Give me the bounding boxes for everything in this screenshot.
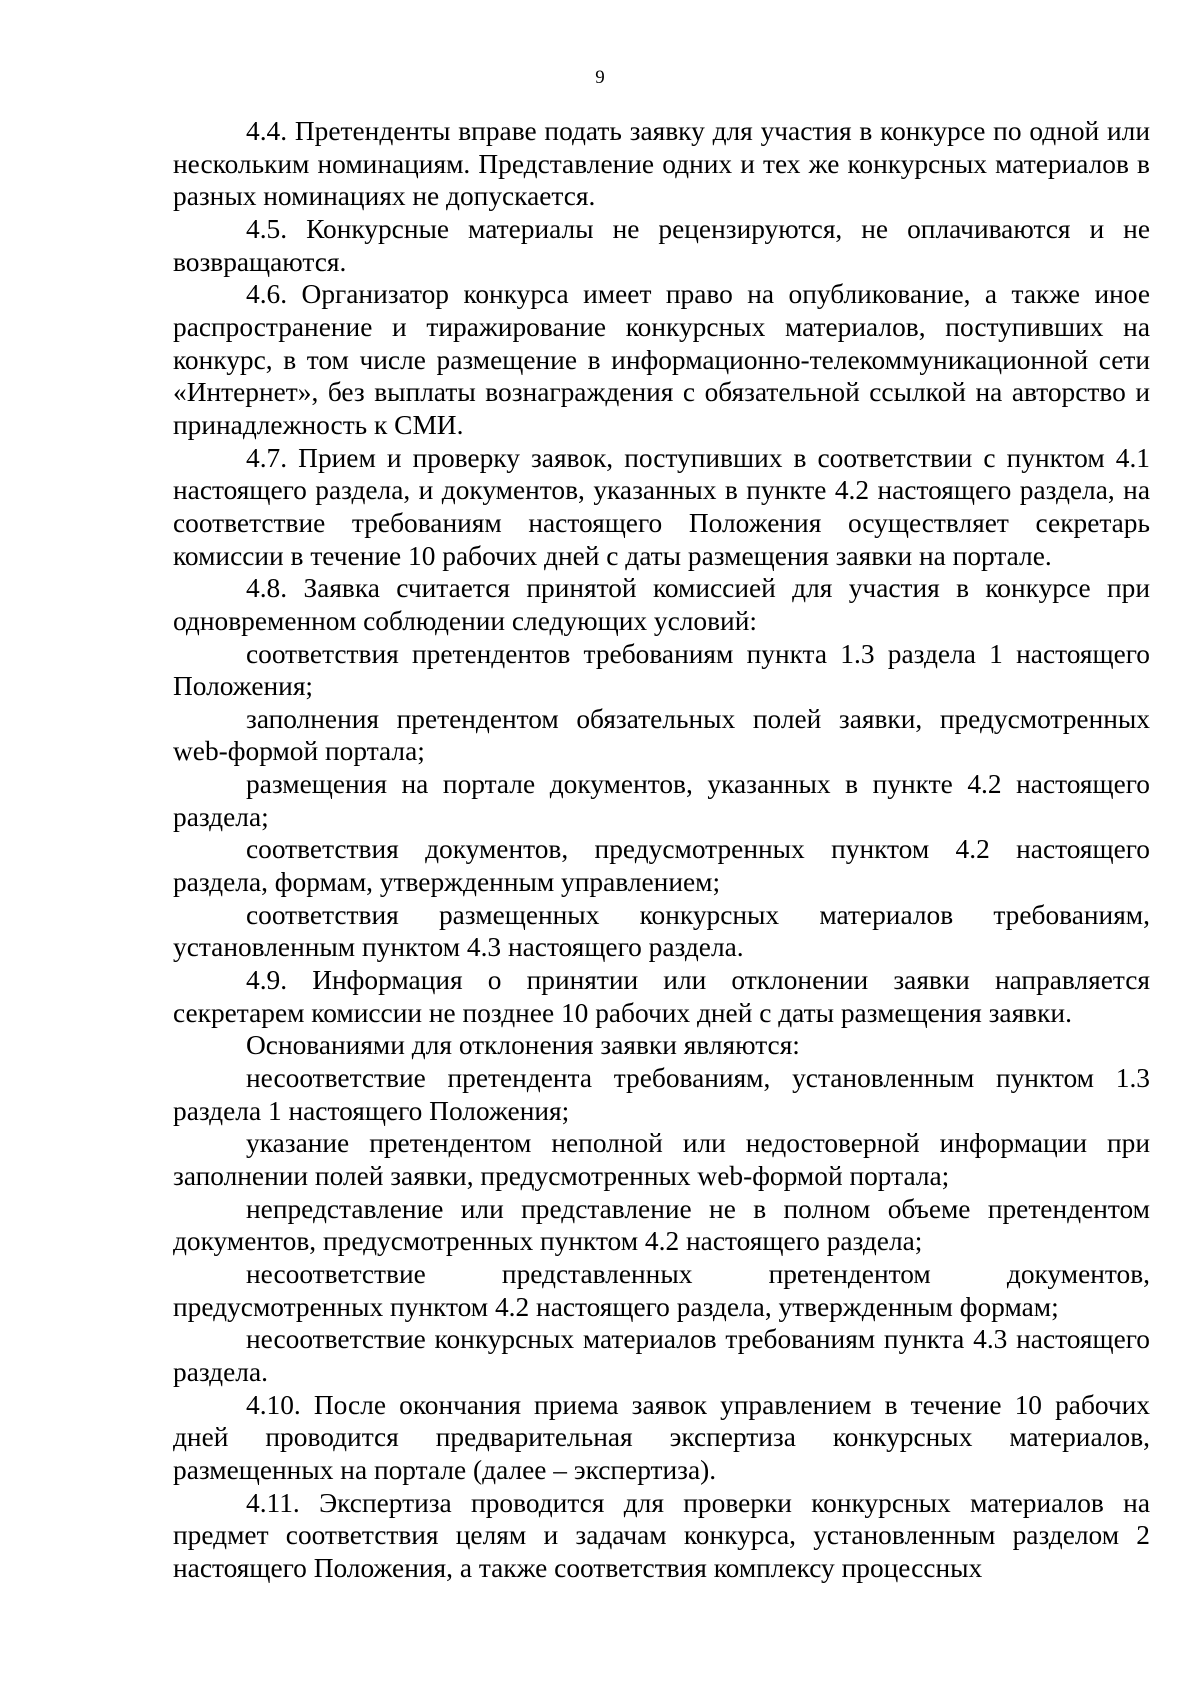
rejection-grounds-intro: Основаниями для отклонения заявки являются:: [246, 1030, 800, 1061]
condition-item: соответствия размещенных конкурсных материалов требованиям, установленным пунктом 4.3 настоящего раздела.: [173, 899, 1150, 963]
paragraph-4-6: 4.6. Организатор конкурса имеет право на опубликование, а также иное распространение и тиражирование конкурсных материалов, поступивших на конкурс, в том числе размещение в информационно-телекоммуникационной сети «Интернет», без выплаты вознаграждения с обязательной ссылкой на авторство и принадлежность к СМИ.: [173, 279, 1150, 440]
condition-item: размещения на портале документов, указанных в пункте 4.2 настоящего раздела;: [173, 769, 1150, 832]
paragraph-4-11: 4.11. Экспертиза проводится для проверки конкурсных материалов на предмет соответствия целям и задачам конкурса, установленным разделом 2 настоящего Положения, а также соответствия комплексу процессных: [173, 1487, 1150, 1583]
rejection-ground-item: несоответствие представленных претендентом документов, предусмотренных пунктом 4.2 настоящего раздела, утвержденным формам;: [173, 1258, 1150, 1322]
condition-item: соответствия претендентов требованиям пункта 1.3 раздела 1 настоящего Положения;: [173, 638, 1150, 702]
rejection-ground-item: указание претендентом неполной или недостоверной информации при заполнении полей заявки, предусмотренных web-формой портала;: [173, 1128, 1150, 1191]
rejection-ground-item: непредставление или представление не в полном объеме претендентом документов, предусмотренных пунктом 4.2 настоящего раздела;: [173, 1193, 1150, 1257]
document-body: [173, 115, 1150, 1585]
paragraph-4-9: 4.9. Информация о принятии или отклонении заявки направляется секретарем комиссии не позднее 10 рабочих дней с даты размещения заявки.: [173, 965, 1150, 1028]
paragraph-4-8: 4.8. Заявка считается принятой комиссией для участия в конкурсе при одновременном соблюдении следующих условий:: [173, 573, 1150, 636]
paragraph-4-5: 4.5. Конкурсные материалы не рецензируются, не оплачиваются и не возвращаются.: [173, 213, 1150, 277]
paragraph-4-4: 4.4. Претенденты вправе подать заявку для участия в конкурсе по одной или нескольким номинациям. Представление одних и тех же конкурсных материалов в разных номинациях не допускается.: [173, 116, 1150, 212]
rejection-ground-item: несоответствие конкурсных материалов требованиям пункта 4.3 настоящего раздела.: [173, 1324, 1150, 1387]
condition-item: соответствия документов, предусмотренных пунктом 4.2 настоящего раздела, формам, утвержденным управлением;: [173, 834, 1150, 898]
paragraph-4-10: 4.10. После окончания приема заявок управлением в течение 10 рабочих дней проводится предварительная экспертиза конкурсных материалов, размещенных на портале (далее – экспертиза).: [173, 1389, 1150, 1485]
page-number: 9: [595, 67, 605, 88]
paragraph-4-7: 4.7. Прием и проверку заявок, поступивших в соответствии с пунктом 4.1 настоящего раздела, и документов, указанных в пункте 4.2 настоящего раздела, на соответствие требованиям настоящего Положения осуществляет секретарь комиссии в течение 10 рабочих дней с даты размещения заявки на портале.: [173, 442, 1150, 571]
condition-item: заполнения претендентом обязательных полей заявки, предусмотренных web-формой портала;: [173, 703, 1150, 767]
rejection-ground-item: несоответствие претендента требованиям, установленным пунктом 1.3 раздела 1 настоящего Положения;: [173, 1063, 1150, 1126]
